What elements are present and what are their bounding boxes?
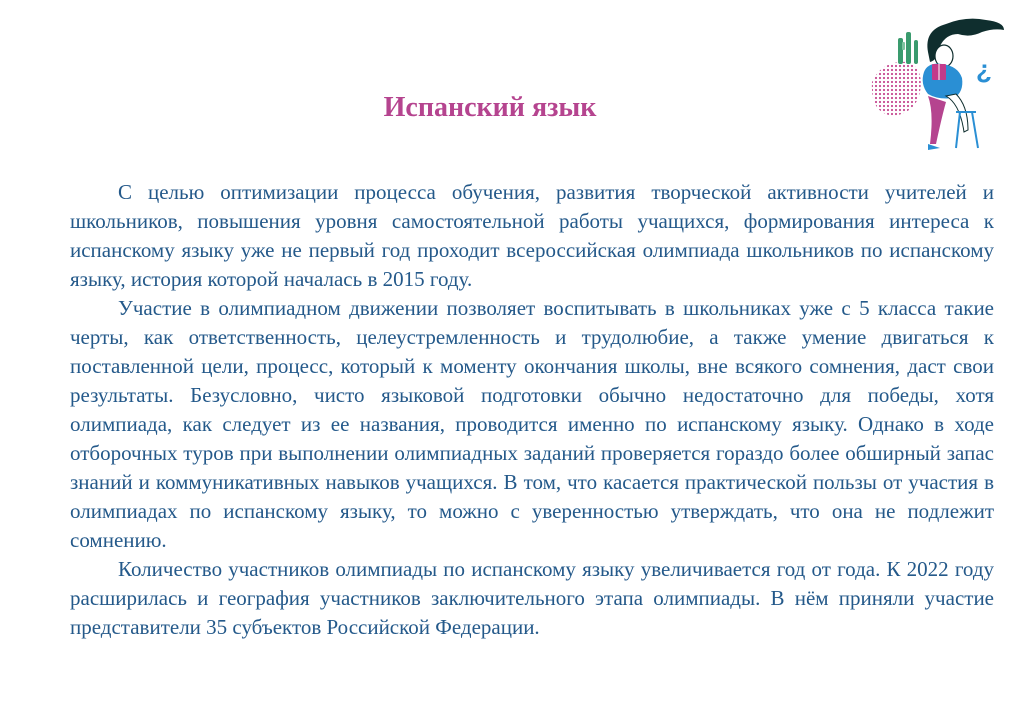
book-icon: [932, 64, 946, 80]
legs-shape: [928, 94, 968, 150]
reading-girl-illustration: [862, 12, 1008, 156]
cactus-icon: [898, 32, 918, 64]
paragraph-3: Количество участников олимпиады по испанскому языку увеличивается год от года. К 2022 году расширилась и география участников заключительного этапа олимпиады. В нём приняли участие представители 35 субъектов Российской Федерации.: [70, 557, 994, 639]
document-body: [70, 178, 994, 642]
paragraph-2: Участие в олимпиадном движении позволяет воспитывать в школьниках уже с 5 класса такие черты, как ответственность, целеустремленность и трудолюбие, а также умение двигаться к поставленной цели, процесс, который к моменту окончания школы, вне всякого сомнения, даст свои результаты. Безусловно, чисто языковой подготовки обычно недостаточно для победы, хотя олимпиада, как следует из ее названия, проводится именно по испанскому языку. Однако в ходе отборочных туров при выполнении олимпиадных заданий проверяется гораздо более обширный запас знаний и коммуникативных навыков учащихся. В том, что касается практической пользы от участия в олимпиадах по испанскому языку, то можно с уверенностью утверждать, что она не подлежит сомнению.: [70, 296, 994, 552]
page-title: Испанский язык: [383, 92, 597, 123]
svg-text:¿: ¿: [976, 54, 992, 84]
inverted-question-mark-icon: [976, 54, 992, 84]
paragraph-1: С целью оптимизации процесса обучения, развития творческой активности учителей и школьников, повышения уровня самостоятельной работы учащихся, формирования интереса к испанскому языку уже не первый год проходит всероссийская олимпиада школьников по испанскому языку, история которой началась в 2015 году.: [70, 180, 994, 291]
dotted-cushion-shape: [872, 62, 921, 116]
